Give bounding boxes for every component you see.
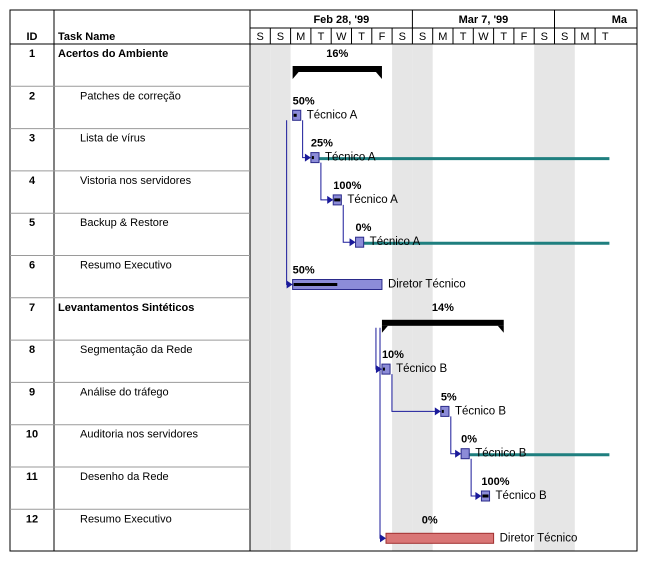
resource-label: Técnico B [396, 363, 448, 376]
progress-bar [334, 198, 340, 201]
task-id[interactable]: 4 [28, 174, 36, 187]
progress-bar [442, 410, 444, 413]
weekend-shade [392, 44, 412, 551]
summary-task-name[interactable]: Levantamentos Sintéticos [58, 301, 195, 314]
percent-complete-label: 14% [431, 301, 454, 314]
task-id[interactable]: 2 [28, 90, 36, 103]
task-bar[interactable] [356, 237, 364, 247]
resource-label: Técnico B [495, 490, 547, 502]
day-letter: M [580, 31, 590, 43]
day-letter: T [601, 31, 609, 43]
weekend-shade [534, 44, 554, 551]
resource-label: Diretor Técnico [499, 532, 578, 545]
dependency-arrow [435, 407, 441, 415]
day-letter: M [438, 31, 448, 43]
percent-complete-label: 10% [381, 349, 404, 362]
dependency-link [303, 120, 306, 157]
weekend-shade [270, 44, 290, 551]
task-id[interactable]: 5 [28, 217, 36, 230]
summary-bar-body [293, 66, 382, 72]
weekend-shade [412, 44, 432, 551]
day-letter: S [276, 31, 285, 43]
resource-label: Técnico A [347, 193, 398, 206]
resource-label: Técnico A [325, 151, 376, 164]
dependency-arrow [376, 365, 382, 373]
week-label: Ma [611, 14, 627, 26]
resource-label: Técnico A [369, 236, 421, 249]
task-name[interactable]: Auditoria nos servidores [80, 428, 199, 441]
percent-complete-label: 100% [481, 476, 510, 488]
progress-bar [294, 114, 297, 117]
percent-complete-label: 5% [440, 391, 457, 404]
day-letter: S [560, 31, 569, 43]
task-name-column-header: Task Name [58, 31, 116, 43]
task-bar[interactable] [461, 449, 469, 459]
percent-complete-label: 50% [292, 264, 315, 277]
dependency-link [451, 416, 456, 453]
task-id[interactable]: 3 [28, 132, 36, 145]
dependency-link [376, 328, 377, 369]
summary-bar[interactable] [293, 66, 382, 79]
summary-bar-left-cap [293, 72, 299, 79]
day-letter: T [358, 31, 366, 43]
task-id[interactable]: 10 [25, 428, 39, 441]
task-bar[interactable] [386, 533, 494, 543]
week-label: Feb 28, '99 [313, 14, 370, 26]
weekend-shade [250, 44, 270, 551]
summary-bar-right-cap [498, 326, 504, 333]
task-name[interactable]: Análise do tráfego [80, 386, 169, 399]
week-label: Mar 7, '99 [458, 14, 509, 26]
progress-bar [312, 156, 314, 159]
percent-complete-label: 0% [355, 222, 372, 235]
task-name[interactable]: Resumo Executivo [80, 259, 172, 272]
summary-bar-right-cap [376, 72, 382, 79]
day-letter: M [296, 31, 306, 43]
task-name[interactable]: Lista de vírus [80, 132, 146, 145]
dependency-arrow [305, 154, 311, 162]
percent-complete-label: 100% [333, 179, 362, 192]
task-name[interactable]: Vistoria nos servidores [80, 174, 192, 187]
weekend-shade [555, 44, 575, 551]
day-letter: T [500, 31, 508, 43]
task-id[interactable]: 7 [28, 301, 36, 314]
resource-label: Técnico B [475, 447, 527, 460]
day-letter: W [336, 31, 347, 43]
task-name[interactable]: Desenho da Rede [80, 471, 169, 483]
task-name[interactable]: Segmentação da Rede [80, 344, 193, 357]
summary-task-name[interactable]: Acertos do Ambiente [58, 48, 169, 60]
task-id[interactable]: 1 [28, 48, 36, 60]
day-letter: S [540, 31, 549, 43]
task-name[interactable]: Patches de correção [80, 90, 181, 103]
task-id[interactable]: 8 [28, 344, 36, 357]
dependency-link [471, 459, 476, 496]
dependency-arrow [350, 238, 356, 246]
resource-label: Técnico B [454, 405, 507, 418]
dependency-link [380, 328, 381, 539]
resource-label: Técnico A [306, 109, 358, 122]
day-letter: W [478, 31, 489, 43]
resource-label: Diretor Técnico [387, 278, 466, 291]
task-name[interactable]: Backup & Restore [80, 217, 169, 230]
task-name[interactable]: Resumo Executivo [80, 513, 172, 526]
percent-complete-label: 25% [310, 137, 333, 150]
dependency-arrow [327, 196, 333, 204]
percent-complete-label: 50% [292, 95, 315, 108]
percent-complete-label: 0% [421, 514, 438, 527]
day-letter: T [317, 31, 325, 43]
progress-bar [383, 368, 385, 371]
percent-complete-label: 0% [461, 433, 478, 446]
progress-bar [482, 495, 488, 498]
dependency-link [343, 205, 350, 242]
task-id[interactable]: 11 [26, 471, 38, 483]
day-letter: S [398, 31, 406, 43]
dependency-arrow [475, 492, 481, 500]
day-letter: F [378, 31, 386, 43]
summary-bar-body [382, 320, 504, 326]
progress-bar [294, 283, 338, 286]
task-id[interactable]: 9 [28, 386, 36, 399]
dependency-arrow [455, 450, 461, 458]
day-letter: S [418, 31, 427, 43]
id-column-header: ID [26, 31, 38, 43]
day-letter: S [256, 31, 264, 43]
dependency-link [321, 163, 328, 200]
task-id[interactable]: 12 [25, 513, 39, 526]
task-id[interactable]: 6 [28, 259, 36, 272]
summary-bar-left-cap [382, 326, 388, 333]
day-letter: T [459, 31, 467, 43]
day-letter: F [520, 31, 528, 43]
dependency-arrow [380, 534, 386, 542]
percent-complete-label: 16% [326, 48, 349, 60]
